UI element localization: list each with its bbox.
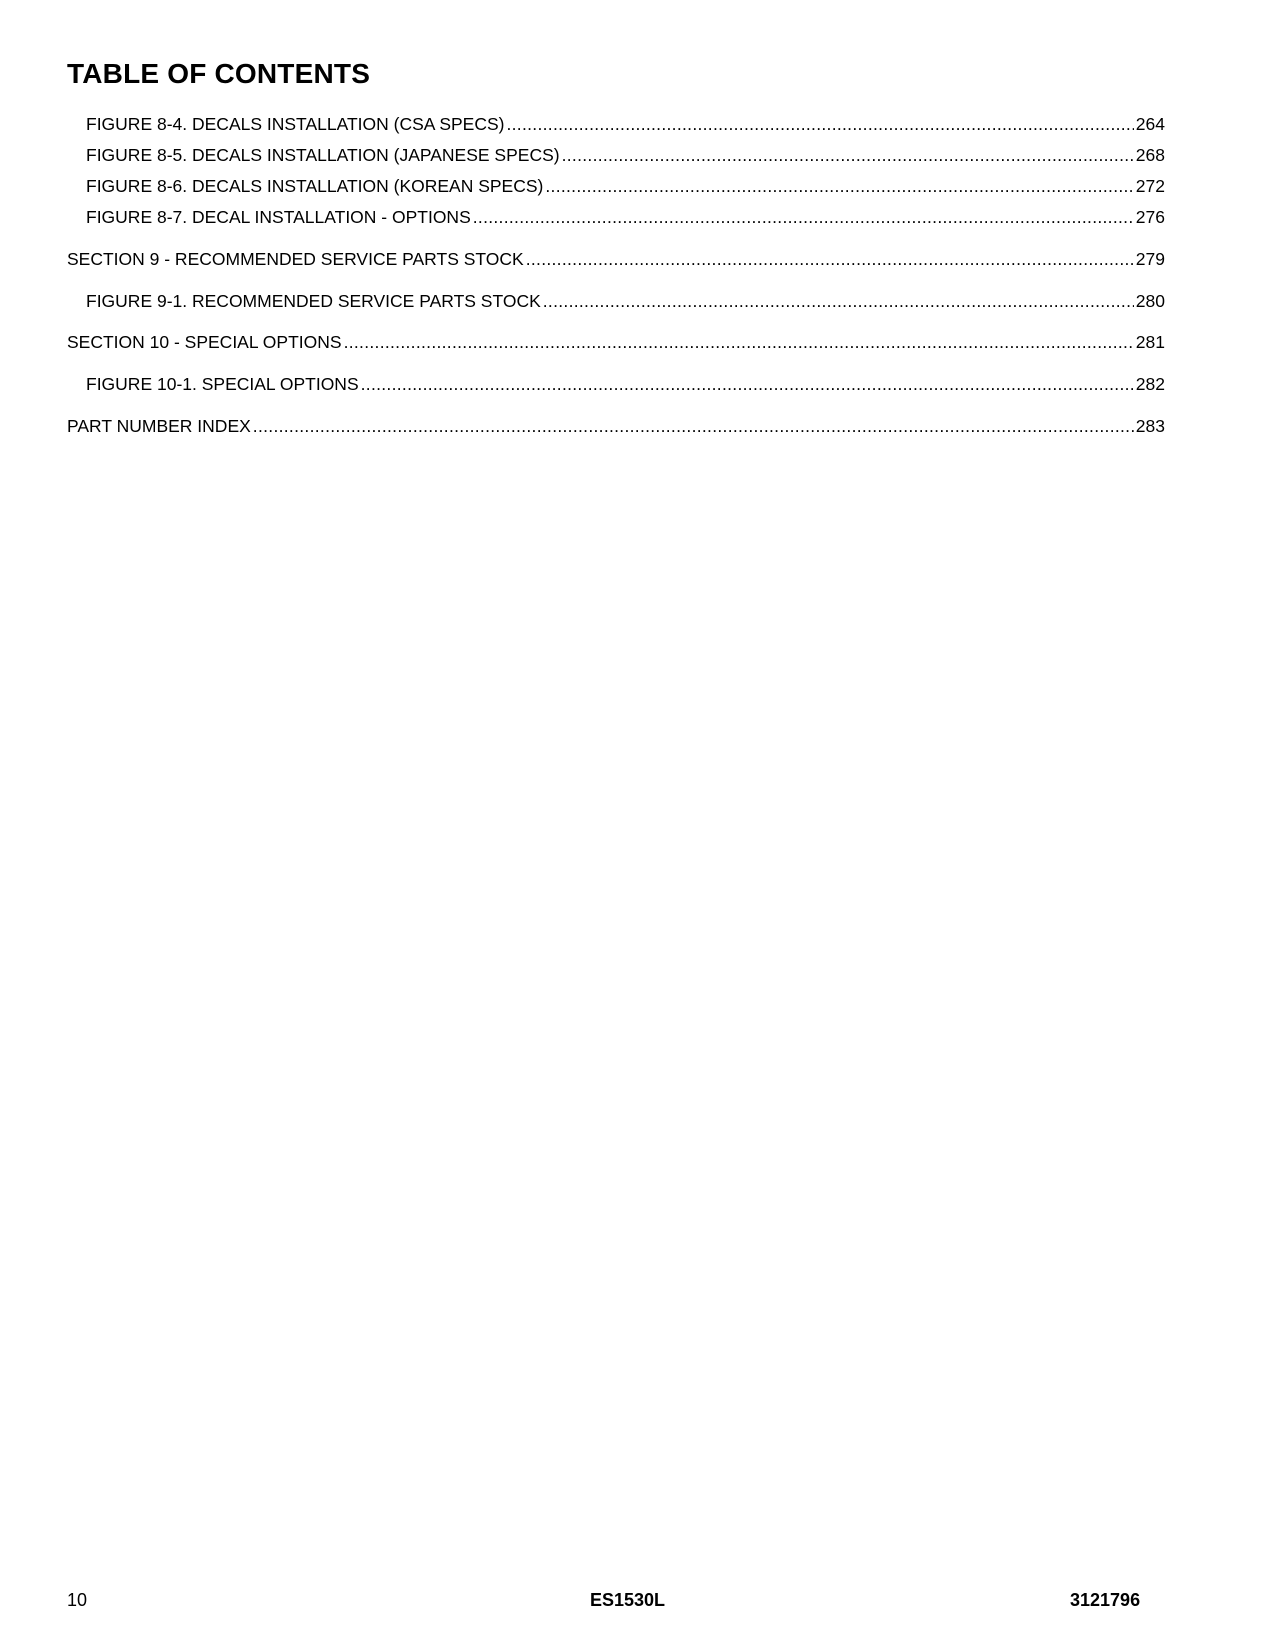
toc-entry-figure-8-4[interactable]: [86, 112, 1165, 136]
footer-page-number: 10: [67, 1590, 88, 1610]
toc-entry-figure-8-5[interactable]: [86, 143, 1165, 167]
toc-entry-section-9[interactable]: [67, 247, 1165, 271]
toc-entry-figure-8-7[interactable]: [86, 205, 1165, 229]
toc-entry-part-number-index[interactable]: [67, 414, 1165, 438]
toc-entry-label: SECTION 10 - SPECIAL OPTIONS: [67, 332, 342, 352]
footer-doc-number: 3121796: [1070, 1590, 1141, 1610]
page-title: TABLE OF CONTENTS: [67, 58, 371, 89]
toc-entry-section-10[interactable]: [67, 330, 1165, 354]
dot-leader: [473, 205, 1134, 229]
toc-entry-label: FIGURE 8-6. DECALS INSTALLATION (KOREAN SPECS): [86, 176, 544, 196]
dot-leader: [562, 143, 1134, 167]
dot-leader: [344, 330, 1134, 354]
toc-entry-page: 276: [1135, 207, 1165, 227]
toc-entry-page: 272: [1135, 176, 1165, 196]
toc-entry-figure-9-1[interactable]: [86, 289, 1165, 313]
toc-entry-label: FIGURE 8-7. DECAL INSTALLATION - OPTIONS: [86, 207, 471, 227]
dot-leader: [361, 372, 1134, 396]
toc-entry-label: SECTION 9 - RECOMMENDED SERVICE PARTS STOCK: [67, 249, 524, 269]
toc-entry-page: 279: [1135, 249, 1165, 269]
toc-entry-page: 281: [1135, 332, 1165, 352]
dot-leader: [506, 112, 1133, 136]
dot-leader: [543, 289, 1134, 313]
toc-entry-page: 268: [1135, 145, 1165, 165]
toc-entry-page: 280: [1135, 291, 1165, 311]
toc-entry-figure-10-1[interactable]: [86, 372, 1165, 396]
toc-entry-label: FIGURE 10-1. SPECIAL OPTIONS: [86, 374, 359, 394]
footer-model: ES1530L: [590, 1590, 666, 1610]
toc-entry-page: 282: [1135, 374, 1165, 394]
toc-entry-label: FIGURE 9-1. RECOMMENDED SERVICE PARTS STOCK: [86, 291, 541, 311]
dot-leader: [253, 414, 1134, 438]
toc-entry-page: 283: [1135, 416, 1165, 436]
toc-entry-figure-8-6[interactable]: [86, 174, 1165, 198]
toc-entry-label: PART NUMBER INDEX: [67, 416, 251, 436]
dot-leader: [526, 247, 1134, 271]
toc-entry-label: FIGURE 8-4. DECALS INSTALLATION (CSA SPECS): [86, 114, 505, 134]
toc-entry-page: 264: [1135, 114, 1165, 134]
dot-leader: [545, 174, 1133, 198]
toc-entry-label: FIGURE 8-5. DECALS INSTALLATION (JAPANESE SPECS): [86, 145, 560, 165]
